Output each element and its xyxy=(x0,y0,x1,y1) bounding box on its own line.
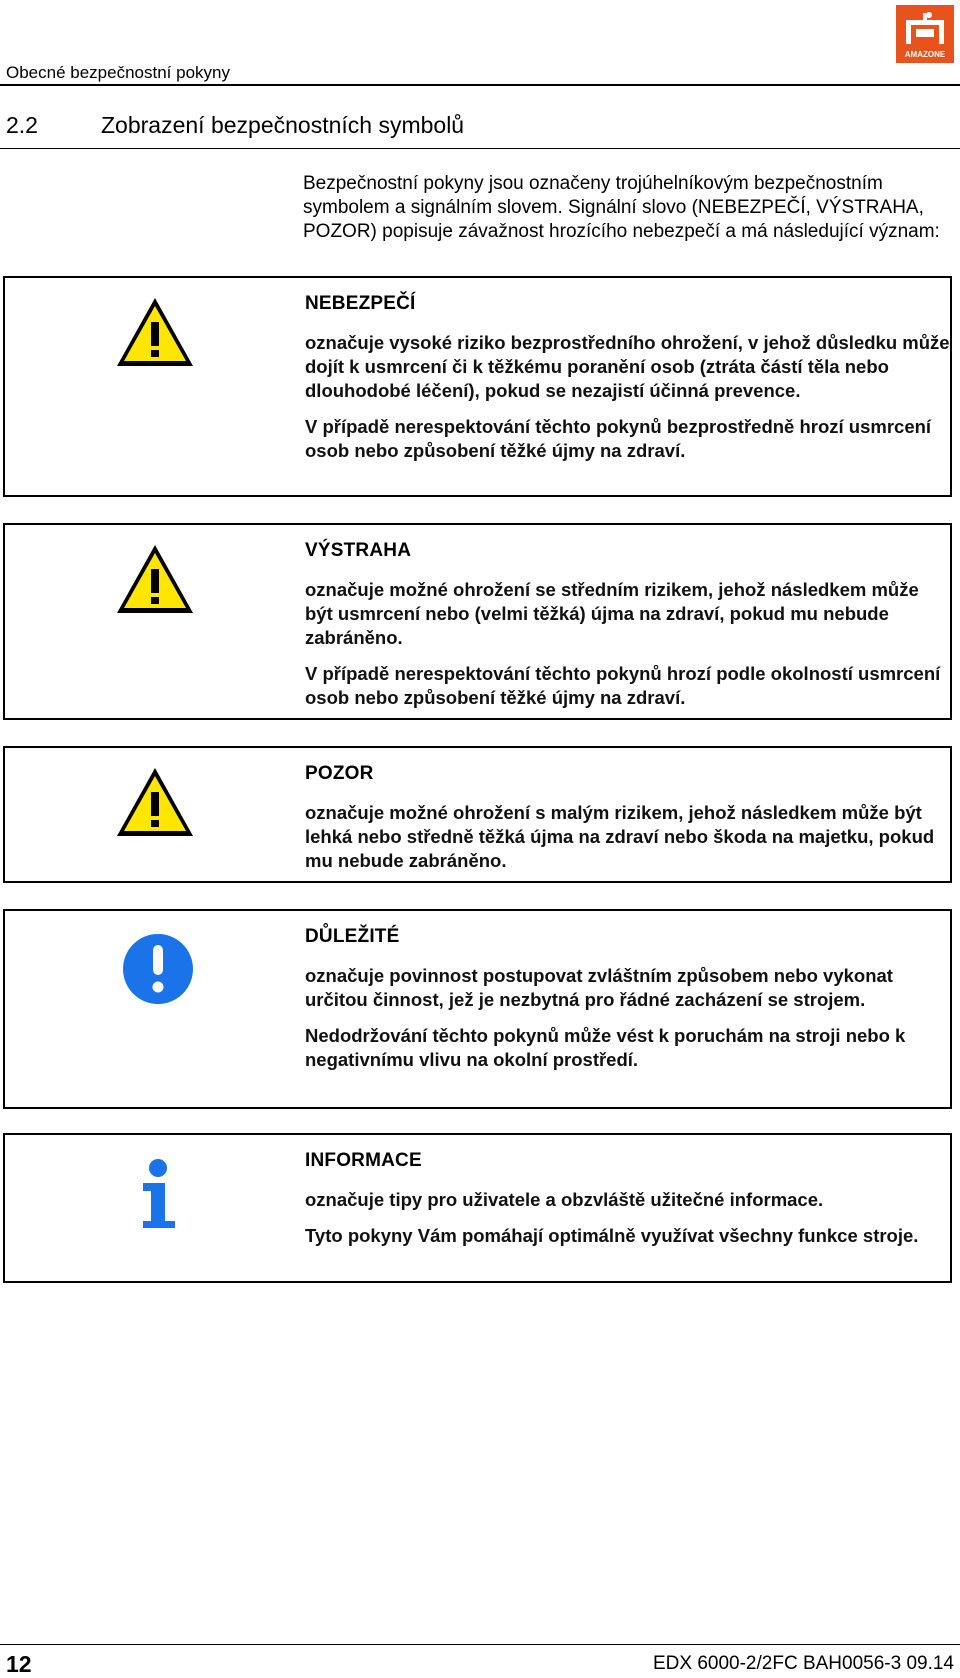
section-heading xyxy=(6,112,464,139)
notice-signal-word: DŮLEŽITÉ xyxy=(305,926,400,947)
notice-signal-word: VÝSTRAHA xyxy=(305,540,412,561)
running-header-title: Obecné bezpečnostní pokyny xyxy=(6,63,230,82)
document-code: EDX 6000-2/2FC BAH0056-3 09.14 xyxy=(652,1653,954,1674)
section-rule xyxy=(0,148,960,149)
notice-consequence: V případě nerespektování těchto pokynů bezprostředně hrozí usmrcení osob nebo způsobení těžké újmy na zdraví. xyxy=(305,416,932,461)
notice-signal-word: POZOR xyxy=(305,763,374,784)
warning-triangle-icon xyxy=(113,539,197,623)
notice-consequence: V případě nerespektování těchto pokynů hrozí podle okolností usmrcení osob nebo způsobení těžké újmy na zdraví. xyxy=(305,663,941,708)
info-icon xyxy=(113,1153,197,1237)
notice-description: označuje možné ohrožení s malým rizikem, jehož následkem může být lehká nebo středně těžká újma na zdraví nebo škoda na majetku, pokud mu nebude zabráněno. xyxy=(305,802,935,871)
notice-consequence: Nedodržování těchto pokynů může vést k poruchám na stroji nebo k negativnímu vlivu na okolní prostředí. xyxy=(305,1025,906,1070)
warning-triangle-icon xyxy=(113,762,197,846)
notice-description: označuje tipy pro uživatele a obzvláště užitečné informace. xyxy=(305,1189,824,1210)
notice-important xyxy=(3,909,952,1109)
footer-rule xyxy=(0,1644,960,1645)
notice-caution xyxy=(3,746,952,883)
section-title: Zobrazení bezpečnostních symbolů xyxy=(101,112,465,138)
notice-warning xyxy=(3,523,952,720)
section-number: 2.2 xyxy=(6,112,38,138)
notice-description: označuje povinnost postupovat zvláštním způsobem nebo vykonat určitou činnost, jež je nezbytná pro řádné zacházení se strojem. xyxy=(305,965,893,1010)
page-number: 12 xyxy=(6,1651,32,1677)
svg-text:AMAZONE: AMAZONE xyxy=(904,50,946,59)
notice-signal-word: INFORMACE xyxy=(305,1150,422,1171)
notice-description: označuje vysoké riziko bezprostředního ohrožení, v jehož důsledku může dojít k usmrcení či k těžkému poranění osob (ztráta částí těla nebo dlouhodobé léčení), pokud se nezajistí účinná prevence. xyxy=(305,332,950,401)
notice-consequence: Tyto pokyny Vám pomáhají optimálně využívat všechny funkce stroje. xyxy=(305,1225,919,1246)
warning-triangle-icon xyxy=(113,292,197,376)
notice-signal-word: NEBEZPEČÍ xyxy=(305,293,416,314)
notice-description: označuje možné ohrožení se středním rizikem, jehož následkem může být usmrcení nebo (velmi těžká) újma na zdraví, pokud mu nebude zabráněno. xyxy=(305,579,919,648)
amazone-logo xyxy=(896,5,954,63)
notice-danger xyxy=(3,276,952,497)
notice-information xyxy=(3,1133,952,1283)
exclamation-circle-icon xyxy=(113,925,197,1009)
section-intro: Bezpečnostní pokyny jsou označeny trojúhelníkovým bezpečnostním symbolem a signálním slovem. Signální slovo (NEBEZPEČÍ, VÝSTRAHA, POZOR) popisuje závažnost hrozícího nebezpečí a má následující význam: xyxy=(303,173,940,242)
header-rule xyxy=(0,84,960,86)
